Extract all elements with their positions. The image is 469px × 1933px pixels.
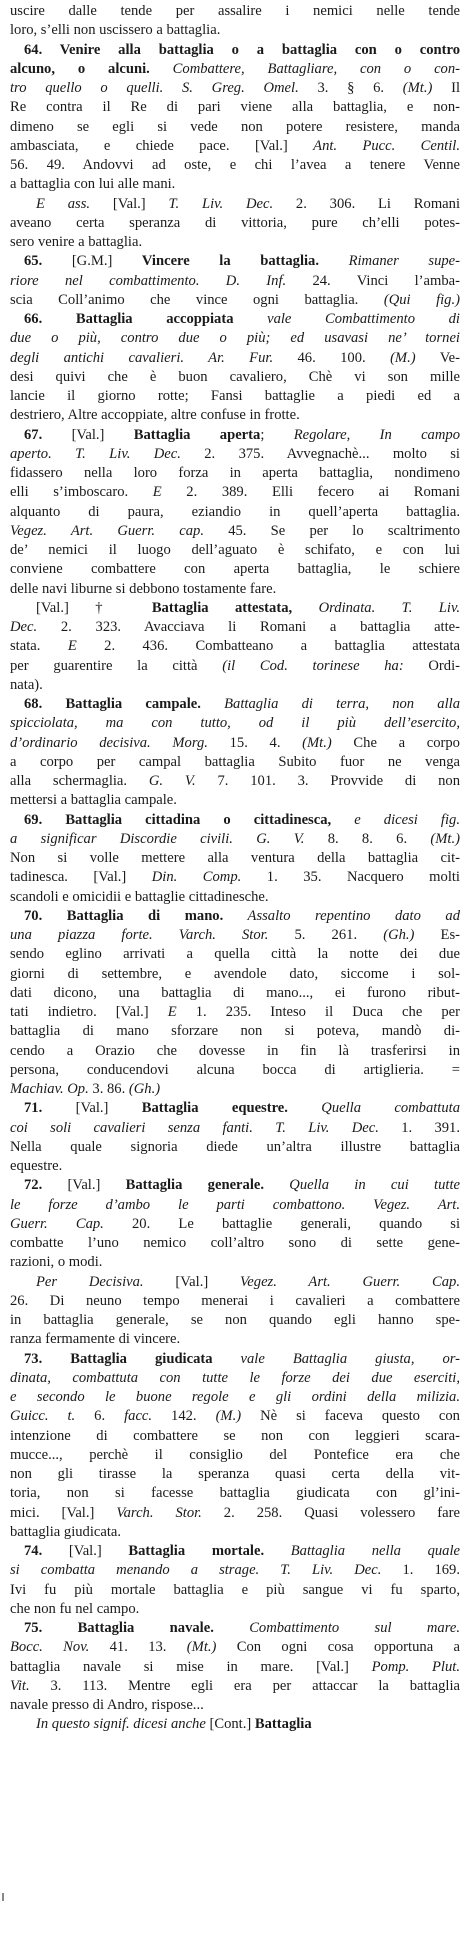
italic-text: (Mt.) [402, 80, 433, 96]
italic-text: facc. [124, 1408, 153, 1425]
entry-heading: Battaglia [254, 1716, 312, 1733]
body-text: che non fu nel campo. [10, 1600, 140, 1617]
italic-text: Pomp. Plut. [371, 1658, 460, 1675]
text-line [10, 98, 460, 117]
text-line [10, 772, 460, 791]
italic-text: vale Combattimento di [233, 311, 460, 327]
body-text: 7. 101. 3. Provvide di non [195, 773, 460, 789]
text-line [10, 1003, 460, 1022]
italic-text: Battaglia nella quale [264, 1543, 460, 1559]
text-line [10, 1369, 460, 1388]
body-text: combatte l’uno nemico coll’altro sono di sette gene- [10, 1235, 460, 1251]
body-text: ambasciata, e chiede pace. [Val.] [10, 137, 314, 154]
body-text: ; [260, 426, 294, 443]
body-text: intenzione di combattere se non con leggieri scara- [10, 1427, 460, 1444]
text-line [10, 118, 460, 137]
body-text: Ivi fu più mortale battaglia e più sangue vi fu sparto, [10, 1581, 460, 1598]
entry-heading: Battaglia mortale. [128, 1543, 265, 1559]
text-line [10, 1427, 460, 1446]
italic-text: si combatta menando a strage. T. Liv. Dec. [10, 1562, 382, 1579]
entry-heading: 69. Battaglia cittadina o cittadinesca, [24, 811, 332, 828]
body-text: alla schermaglia. [10, 773, 149, 789]
body-text: tati indietro. [Val.] [10, 1004, 168, 1020]
body-text: navale presso di Andro, rispose... [10, 1697, 204, 1713]
text-line [10, 329, 460, 348]
text-line [10, 1253, 460, 1272]
italic-text: (Mt.) [430, 830, 460, 847]
italic-text: G. V. [148, 773, 196, 789]
text-line [10, 483, 460, 502]
text-line [10, 1273, 460, 1292]
italic-text: E ass. [36, 195, 91, 212]
text-line [10, 175, 460, 194]
entry-heading: Battaglia equestre. [141, 1100, 288, 1117]
text-line [10, 1176, 460, 1195]
text-line [10, 830, 460, 849]
italic-text: Machiav. Op. [10, 1081, 89, 1097]
text-line [10, 1561, 460, 1580]
body-text: 1. 35. Nacquero molti [241, 869, 460, 886]
italic-text: Per Decisiva. [36, 1273, 144, 1290]
text-line [10, 1292, 460, 1311]
italic-text: T. Liv. Dec. [168, 195, 274, 212]
text-line [10, 21, 460, 40]
text-line [10, 1388, 460, 1407]
body-text: 1. 391. [378, 1119, 460, 1136]
body-text: lancie il giorno rotte; Fansi battaglie a piedi ed a [10, 388, 460, 404]
text-line [10, 791, 460, 810]
italic-text: (Gh.) [383, 927, 415, 943]
body-text: elli s’imboscaro. [10, 484, 153, 501]
text-line [10, 1196, 460, 1215]
body-text: battaglia giudicata. [10, 1523, 122, 1540]
italic-text: Combattere, Battagliare, con o con- [149, 60, 460, 77]
text-line [10, 60, 460, 79]
italic-text: Varch. Stor. [116, 1504, 202, 1521]
text-line [10, 1080, 460, 1099]
body-text: dimeno se egli si vede non potere resistere, manda [10, 118, 460, 135]
italic-text: Quella combattuta [287, 1100, 460, 1117]
italic-text: Ant. Pucc. Centil. [313, 137, 460, 154]
text-line [10, 1407, 460, 1426]
text-line [10, 1157, 460, 1176]
text-line [10, 137, 460, 156]
text-line [10, 811, 460, 830]
body-text: uscire dalle tende per assalire i nemici nelle tende [10, 3, 460, 19]
body-text: ranza fermamente di vincere. [10, 1331, 181, 1348]
body-text: Non si volle mettere alla ventura della battaglia cit- [10, 850, 460, 866]
italic-text: due o più, contro due o più; ed usavasi ne’ tornei [10, 330, 460, 347]
text-line [10, 1311, 460, 1330]
text-line [10, 387, 460, 406]
italic-text: degli antichi cavalieri. Ar. Fur. [10, 349, 274, 366]
italic-text: Vit. [10, 1677, 30, 1694]
entry-heading: Battaglia attestata, [151, 599, 293, 616]
entry-heading: Vincere la battaglia. [141, 253, 319, 270]
italic-text: (Mt.) [302, 734, 332, 751]
body-text: destriero, Altre accoppiate, altre confuse in frotte. [10, 407, 300, 424]
text-line [10, 1215, 460, 1234]
italic-text: Dec. [10, 619, 38, 635]
body-text: fidassero nella loro forza in aperta battaglia, nondimeno [10, 465, 460, 481]
body-text: per guarentire la città [10, 657, 223, 674]
text-line [10, 1465, 460, 1484]
italic-text: spicciolata, ma con tutto, od il più dell’esercito, [10, 715, 460, 732]
italic-text: Regolare, In campo [293, 426, 460, 443]
body-text: 2. 389. Elli fecero ai Romani [161, 484, 460, 501]
body-text: desi quivi che è buon cavaliero, Chè vi son mille [10, 368, 460, 385]
dictionary-page [10, 2, 460, 1735]
body-text: [Val.] [42, 1100, 142, 1117]
body-text: 2. 306. Li Romani [273, 195, 460, 212]
italic-text: vale Battaglia giusta, or- [212, 1350, 460, 1367]
text-line [10, 503, 460, 522]
text-line [10, 984, 460, 1003]
text-line [10, 926, 460, 945]
text-line [10, 349, 460, 368]
italic-text: (Mt.) [186, 1639, 217, 1656]
body-text: mettersi a battaglia campale. [10, 792, 177, 809]
text-line [10, 1696, 460, 1715]
italic-text: riore nel combattimento. D. Inf. [10, 272, 287, 289]
body-text: Es- [414, 927, 460, 943]
body-text: nata). [10, 676, 43, 693]
body-text: Ordi- [403, 657, 460, 674]
text-line [10, 888, 460, 907]
entry-heading: 68. Battaglia campale. [24, 696, 201, 712]
body-text: razioni, o modi. [10, 1254, 103, 1271]
body-text: mucce..., perchè il consiglio del Pontefice era che [10, 1446, 460, 1463]
body-text: de’ nemici il luogo dell’aguato è schifato, e con lui [10, 542, 460, 558]
text-line [10, 41, 460, 60]
body-text: 3. 113. Mentre egli era per attaccar la battaglia [29, 1677, 460, 1694]
text-line [10, 1542, 460, 1561]
text-line [10, 1504, 460, 1523]
italic-text: una piazza forte. Varch. Stor. [10, 927, 269, 943]
italic-text: Ordinata. T. Liv. [292, 599, 460, 616]
text-line [10, 445, 460, 464]
italic-text: aperto. T. Liv. Dec. [10, 445, 181, 462]
body-text: [Val.] [143, 1273, 240, 1290]
italic-text: Guerr. Cap. [10, 1215, 104, 1232]
italic-text: Quella in cui tutte [264, 1177, 460, 1194]
italic-text: Bocc. Nov. [10, 1639, 90, 1656]
text-line [10, 1350, 460, 1369]
body-text: Con ogni cosa opportuna a [216, 1639, 460, 1656]
text-line [10, 599, 460, 618]
body-text: 3. 86. [88, 1081, 129, 1097]
text-line [10, 657, 460, 676]
body-text: stata. [10, 638, 68, 655]
body-text: sero venire a battaglia. [10, 234, 143, 250]
italic-text: Vegez. Art. Guerr. cap. [10, 522, 204, 539]
body-text: 6. [75, 1408, 125, 1425]
body-text: Ve- [415, 349, 460, 366]
italic-text: tro quello o quelli. S. Greg. Omel. [10, 80, 299, 96]
italic-text: e secondo le buone regole e gli ordini della milizia. [10, 1389, 460, 1405]
text-line [10, 1715, 460, 1734]
text-line [10, 1330, 460, 1349]
entry-heading: 67. [24, 426, 43, 443]
body-text: tadinesca. [Val.] [10, 869, 152, 886]
italic-text: Guicc. t. [10, 1408, 76, 1425]
entry-heading: 64. Venire alla battaglia o a battaglia con o contro [24, 41, 460, 58]
body-text: [Val.] [90, 195, 169, 212]
body-text: Che a corpo [331, 734, 460, 751]
entry-heading: 70. Battaglia di mano. [24, 907, 224, 924]
text-line [10, 195, 460, 214]
body-text: a corpo per campal battaglia Subito fuor ne venga [10, 753, 460, 770]
body-text: 1. 235. Inteso il Duca che per [176, 1004, 460, 1020]
body-text: 46. 100. [273, 349, 391, 366]
italic-text: Battaglia di terra, non alla [200, 696, 460, 712]
text-line [10, 868, 460, 887]
entry-heading: 71. [24, 1100, 43, 1117]
body-text: sendo eglino arrivati a quella città la notte dei due [10, 946, 460, 963]
italic-text: Din. Comp. [151, 869, 242, 886]
body-text: [Cont.] [205, 1716, 255, 1733]
body-text: scia Coll’animo che vince ogni battaglia. [10, 291, 384, 308]
text-line [10, 233, 460, 252]
body-text: 3. § 6. [298, 80, 403, 96]
text-line [10, 637, 460, 656]
text-line [10, 1600, 460, 1619]
body-text: persona, conducendovi alcuna bocca di artiglieria. = [10, 1061, 460, 1078]
italic-text: le forze d’ambo le parti combattono. Vegez. Art. [10, 1196, 460, 1213]
text-line [10, 1234, 460, 1253]
italic-text: E [67, 638, 77, 655]
body-text: Il [432, 80, 460, 96]
body-text: 8. 8. 6. [304, 830, 431, 847]
text-line [10, 426, 460, 445]
text-line [10, 1042, 460, 1061]
body-text: Re contra il Re di pari viene alla battaglia, e non- [10, 99, 460, 116]
body-text: 41. 13. [89, 1639, 187, 1656]
entry-heading: Battaglia generale. [125, 1177, 264, 1194]
text-line [10, 849, 460, 868]
body-text: toria, non si facesse battaglia giudicata con gl’ini- [10, 1485, 460, 1502]
italic-text: (M.) [215, 1408, 242, 1425]
italic-text: (il Cod. torinese ha: [222, 657, 404, 674]
body-text: equestre. [10, 1158, 63, 1174]
body-text: conviene combattere con aperta battaglia, le schiere [10, 561, 460, 578]
body-text: 2. 258. Quasi volessero fare [201, 1504, 460, 1521]
text-line [10, 2, 460, 21]
text-line [10, 79, 460, 98]
body-text: Nella quale signoria diede un’altra illustre battaglia [10, 1138, 460, 1155]
text-line [10, 368, 460, 387]
italic-text: e dicesi fig. [331, 811, 460, 828]
text-line [10, 1638, 460, 1657]
body-text: battaglia navale si mise in mare. [Val.] [10, 1658, 372, 1675]
italic-text: Combattimento sul mare. [213, 1620, 460, 1636]
text-line [10, 1061, 460, 1080]
text-line [10, 1119, 460, 1138]
italic-text: dinata, combattuta con tutte le forze dei due eserciti, [10, 1369, 460, 1386]
text-line [10, 272, 460, 291]
entry-heading: 65. [24, 253, 43, 270]
text-line [10, 1677, 460, 1696]
italic-text: E [167, 1004, 177, 1020]
body-text: a battaglia con lui alle mani. [10, 176, 176, 193]
text-line [10, 1619, 460, 1638]
italic-text: In questo signif. dicesi anche [36, 1716, 206, 1733]
body-text: 5. 261. [268, 927, 384, 943]
text-line [10, 734, 460, 753]
text-line [10, 1446, 460, 1465]
text-line [10, 406, 460, 425]
entry-heading: Battaglia aperta [133, 426, 261, 443]
body-text: in battaglia generale, se non quando egli hanno spe- [10, 1312, 460, 1328]
italic-text: Rimaner supe- [319, 253, 460, 270]
entry-heading: 74. [24, 1543, 43, 1559]
margin-mark [2, 1893, 4, 1901]
body-text: [Val.] † [36, 599, 152, 616]
body-text: Nè si faceva questo con [241, 1408, 460, 1425]
text-line [10, 1523, 460, 1542]
entry-heading: 66. Battaglia accoppiata [24, 311, 234, 327]
italic-text: (Gh.) [128, 1081, 161, 1097]
body-text: 26. Di neuno tempo menerai i cavalieri a combattere [10, 1292, 460, 1309]
text-line [10, 580, 460, 599]
italic-text: Vegez. Art. Guerr. Cap. [240, 1273, 460, 1290]
body-text: [Val.] [42, 1543, 129, 1559]
text-line [10, 618, 460, 637]
entry-heading: 75. Battaglia navale. [24, 1620, 214, 1636]
body-text: alquanto di paura, eziandio in quell’aperta battaglia. [10, 503, 460, 520]
body-text: non gli tirasse la speranza quasi certa della vit- [10, 1466, 460, 1482]
body-text: 56. 49. Andovvi ad oste, e chi l’avea a tenere Venne [10, 157, 460, 173]
italic-text: (Qui fig.) [383, 291, 460, 308]
text-line [10, 1099, 460, 1118]
text-line [10, 560, 460, 579]
text-line [10, 1658, 460, 1677]
text-line [10, 310, 460, 329]
body-text: 45. Se per lo scaltrimento [203, 522, 460, 539]
body-text: cendo a Orazio che dovesse in fin là trasferirsi in [10, 1042, 460, 1059]
body-text: 15. 4. [207, 734, 303, 751]
entry-heading: 72. [24, 1177, 43, 1194]
italic-text: Assalto repentino dato ad [223, 907, 460, 924]
text-line [10, 714, 460, 733]
italic-text: E [152, 484, 162, 501]
text-line [10, 907, 460, 926]
body-text: 2. 323. Avacciava li Romani a battaglia atte- [37, 619, 460, 635]
body-text: [Val.] [42, 426, 134, 443]
text-line [10, 753, 460, 772]
body-text: dati dicono, una battaglia di mano..., ei furono ribut- [10, 984, 460, 1001]
italic-text: coi soli cavalieri senza fanti. T. Liv. Dec. [10, 1119, 379, 1136]
text-line [10, 156, 460, 175]
entry-heading: 73. Battaglia giudicata [24, 1350, 213, 1367]
body-text: battaglia di mano sforzare non si poteva, mandò di- [10, 1023, 460, 1040]
body-text: 24. Vinci l’amba- [286, 272, 460, 289]
italic-text: a significar Discordie civili. G. V. [10, 830, 305, 847]
text-line [10, 695, 460, 714]
text-line [10, 214, 460, 233]
body-text: 2. 375. Avvegnachè... molto si [180, 445, 460, 462]
body-text: loro, s’elli non uscissero a battaglia. [10, 22, 221, 39]
text-line [10, 464, 460, 483]
body-text: 2. 436. Combatteano a battaglia attestata [76, 638, 460, 655]
body-text: [Val.] [42, 1177, 126, 1194]
text-line [10, 1138, 460, 1157]
text-line [10, 965, 460, 984]
text-line [10, 252, 460, 271]
text-line [10, 541, 460, 560]
text-line [10, 522, 460, 541]
body-text: scandoli e omicidii e battaglie cittadinesche. [10, 888, 269, 905]
body-text: giorni di settembre, e avendole dato, siccome i sol- [10, 965, 460, 982]
body-text: 142. [152, 1408, 216, 1425]
italic-text: d’ordinario decisiva. Morg. [10, 734, 208, 751]
text-line [10, 945, 460, 964]
italic-text: (M.) [390, 349, 416, 366]
body-text: 1. 169. [381, 1562, 460, 1579]
text-line [10, 1022, 460, 1041]
body-text: mici. [Val.] [10, 1504, 117, 1521]
body-text: delle navi liburne si debbono tostamente fare. [10, 580, 277, 597]
entry-heading: alcuno, o alcuni. [10, 60, 150, 77]
body-text: 20. Le battaglie generali, quando si [103, 1215, 460, 1232]
body-text: [G.M.] [42, 253, 142, 270]
text-line [10, 291, 460, 310]
text-line [10, 1484, 460, 1503]
text-line [10, 676, 460, 695]
text-line [10, 1581, 460, 1600]
body-text: aveano certa speranza di vittoria, pure ch’elli potes- [10, 214, 460, 231]
